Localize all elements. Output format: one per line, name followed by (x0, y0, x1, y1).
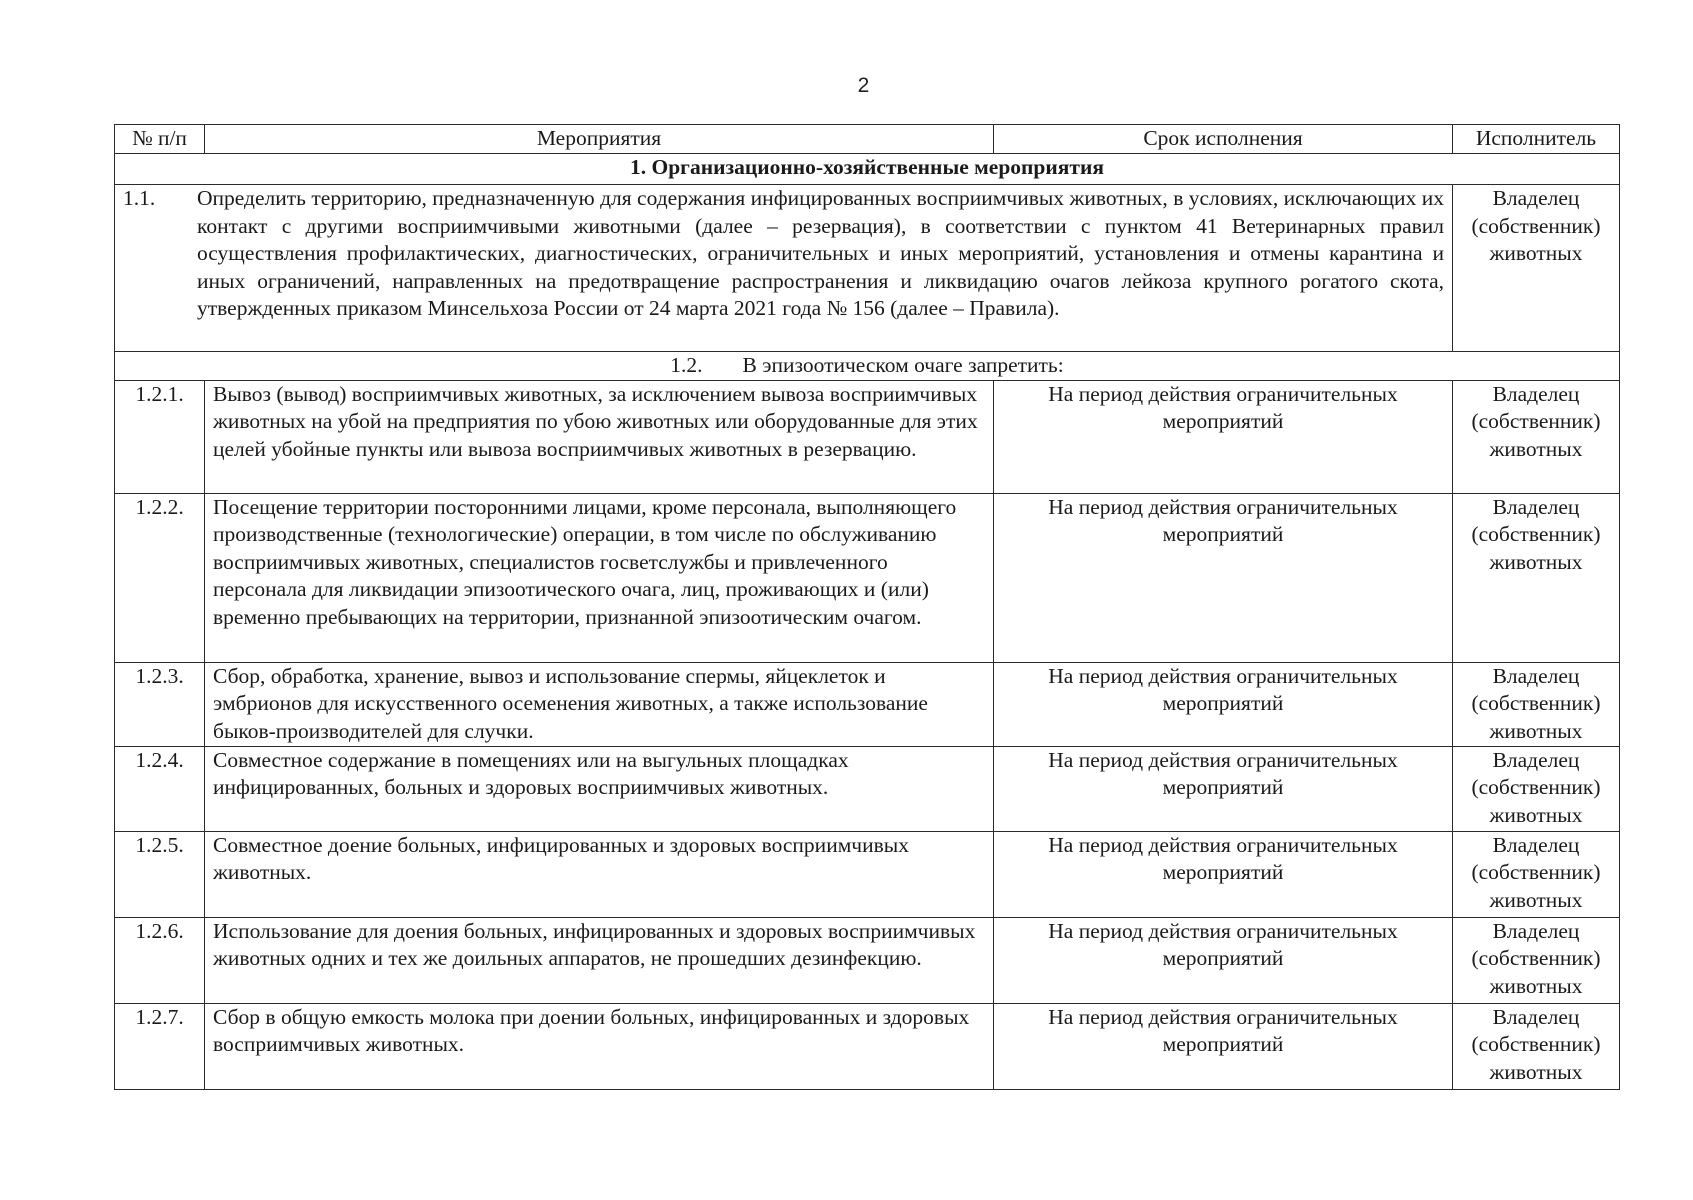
table-row (115, 917, 1620, 1003)
row-executor: Владелец (собственник) животных (1453, 662, 1620, 746)
table-row (115, 380, 1620, 493)
header-num: № п/п (115, 125, 205, 154)
row-number: 1.2.4. (115, 746, 205, 831)
item-1-1-number: 1.1. (123, 186, 156, 210)
measures-table (114, 124, 1620, 1090)
row-number: 1.2.1. (115, 380, 205, 493)
row-number: 1.2.5. (115, 831, 205, 917)
section-title: 1. Организационно-хозяйственные мероприятия (115, 154, 1620, 185)
item-1-2-number: 1.2. (670, 353, 703, 377)
row-activity: Совместное содержание в помещениях или на выгульных площадках инфицированных, больных и здоровых восприимчивых животных. (205, 746, 994, 831)
row-term: На период действия ограничительных мероприятий (994, 917, 1453, 1003)
row-activity: Сбор в общую емкость молока при доении больных, инфицированных и здоровых восприимчивых животных. (205, 1003, 994, 1089)
row-executor: Владелец (собственник) животных (1453, 831, 1620, 917)
row-activity: Совместное доение больных, инфицированных и здоровых восприимчивых животных. (205, 831, 994, 917)
row-term: На период действия ограничительных мероприятий (994, 493, 1453, 662)
row-executor: Владелец (собственник) животных (1453, 380, 1620, 493)
row-activity: Посещение территории посторонними лицами, кроме персонала, выполняющего производственные (технологические) операции, в том числе по обслуживанию восприимчивых животных, специалистов госветслужбы и привлеченного персонала для ликвидации эпизоотического очага, лиц, проживающих и (или) временно пребывающих на территории, признанной эпизоотическим очагом. (205, 493, 994, 662)
row-executor: Владелец (собственник) животных (1453, 917, 1620, 1003)
table-row (115, 1003, 1620, 1089)
row-number: 1.2.2. (115, 493, 205, 662)
page-number: 2 (857, 74, 870, 97)
table-row (115, 831, 1620, 917)
row-activity: Сбор, обработка, хранение, вывоз и использование спермы, яйцеклеток и эмбрионов для искусственного осеменения животных, а также использование быков-производителей для случки. (205, 662, 994, 746)
item-1-1-text: Определить территорию, предназначенную для содержания инфицированных восприимчивых животных, в условиях, исключающих их контакт с другими восприимчивыми животными (далее – резервация), в соответствии с пунктом 41 Ветеринарных правил осуществления профилактических, диагностических, ограничительных и иных мероприятий, установления и отмены карантина и иных ограничений, направленных на предотвращение распространения и ликвидацию очагов лейкоза крупного рогатого скота, утвержденных приказом Минсельхоза России от 24 марта 2021 года № 156 (далее – Правила). (197, 186, 1444, 320)
row-term: На период действия ограничительных мероприятий (994, 746, 1453, 831)
row-number: 1.2.3. (115, 662, 205, 746)
row-term: На период действия ограничительных мероприятий (994, 1003, 1453, 1089)
table-row (115, 493, 1620, 662)
table-row (115, 746, 1620, 831)
row-term: На период действия ограничительных мероприятий (994, 380, 1453, 493)
row-activity: Вывоз (вывод) восприимчивых животных, за исключением вывоза восприимчивых животных на убой на предприятия по убою животных или оборудованные для этих целей убойные пункты или вывоза восприимчивых животных в резервацию. (205, 380, 994, 493)
row-executor: Владелец (собственник) животных (1453, 493, 1620, 662)
header-term: Срок исполнения (994, 125, 1453, 154)
item-1-2-text: В эпизоотическом очаге запретить: (742, 353, 1064, 377)
item-1-1-row (115, 185, 1620, 352)
header-row (115, 125, 1620, 154)
row-term: На период действия ограничительных мероприятий (994, 831, 1453, 917)
section-heading-row (115, 154, 1620, 185)
row-number: 1.2.6. (115, 917, 205, 1003)
item-1-2-cell (115, 352, 1620, 381)
header-executor: Исполнитель (1453, 125, 1620, 154)
item-1-1-cell (115, 185, 1453, 352)
item-1-1-executor: Владелец (собственник) животных (1453, 185, 1620, 352)
item-1-2-row (115, 352, 1620, 381)
table-row (115, 662, 1620, 746)
row-number: 1.2.7. (115, 1003, 205, 1089)
header-activities: Мероприятия (205, 125, 994, 154)
row-executor: Владелец (собственник) животных (1453, 1003, 1620, 1089)
row-activity: Использование для доения больных, инфицированных и здоровых восприимчивых животных одних и тех же доильных аппаратов, не прошедших дезинфекцию. (205, 917, 994, 1003)
row-executor: Владелец (собственник) животных (1453, 746, 1620, 831)
row-term: На период действия ограничительных мероприятий (994, 662, 1453, 746)
